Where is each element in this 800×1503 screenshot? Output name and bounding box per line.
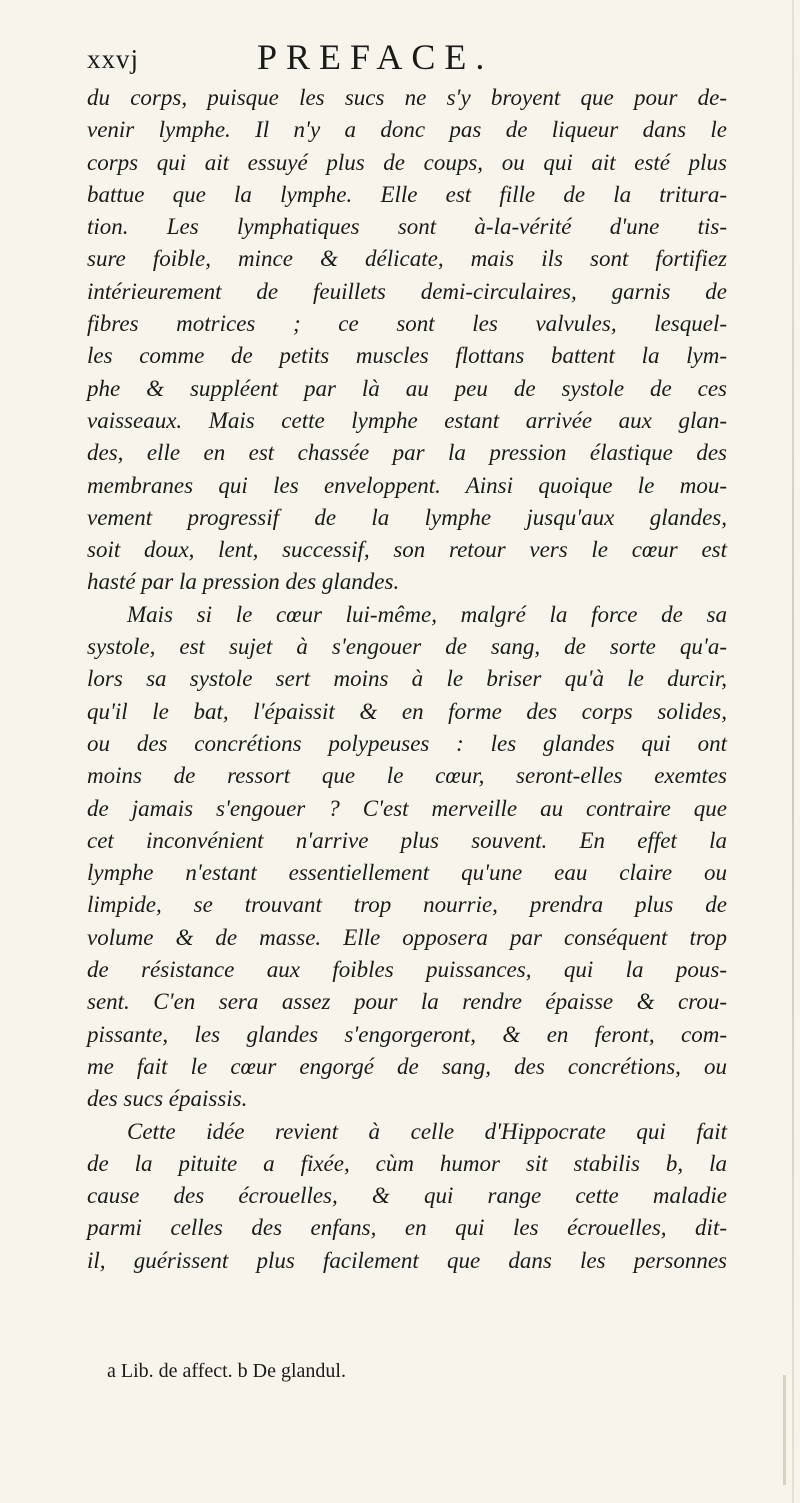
text-line: ou des concrétions polypeuses : les glandes qui ont xyxy=(87,730,727,756)
text-line: soit doux, lent, successif, son retour vers le cœur est xyxy=(87,537,727,563)
running-title: PREFACE. xyxy=(257,37,494,77)
text-line: vement progressif de la lymphe jusqu'aux glandes, xyxy=(87,504,727,530)
text-line: parmi celles des enfans, en qui les écrouelles, dit- xyxy=(87,1215,727,1241)
text-line: venir lymphe. Il n'y a donc pas de liqueur dans le xyxy=(87,117,727,143)
text-line: fibres motrices ; ce sont les valvules, lesquel- xyxy=(87,311,727,337)
text-line: systole, est sujet à s'engouer de sang, de sorte qu'a- xyxy=(87,634,727,660)
text-line: battue que la lymphe. Elle est fille de la tritura- xyxy=(87,181,727,207)
text-line: vaisseaux. Mais cette lymphe estant arrivée aux glan- xyxy=(87,407,727,433)
text-line: volume & de masse. Elle opposera par conséquent trop xyxy=(87,924,727,950)
body-text xyxy=(87,82,727,1277)
text-line: des, elle en est chassée par la pression élastique des xyxy=(87,440,727,466)
text-line: Cette idée revient à celle d'Hippocrate qui fait xyxy=(127,1118,727,1144)
text-line: qu'il le bat, l'épaissit & en forme des corps solides, xyxy=(87,698,727,724)
text-line: cet inconvénient n'arrive plus souvent. En effet la xyxy=(87,827,727,853)
text-line: membranes qui les enveloppent. Ainsi quoique le mou- xyxy=(87,472,727,498)
text-line: me fait le cœur engorgé de sang, des concrétions, ou xyxy=(87,1053,727,1079)
text-line: hasté par la pression des glandes. xyxy=(87,569,400,595)
text-line: lymphe n'estant essentiellement qu'une eau claire ou xyxy=(87,860,727,886)
text-line: de la pituite a fixée, cùm humor sit stabilis b, la xyxy=(87,1150,727,1176)
text-line: moins de ressort que le cœur, seront-elles exemtes xyxy=(87,763,727,789)
page-header xyxy=(87,36,707,82)
text-line: les comme de petits muscles flottans battent la lym- xyxy=(87,343,727,369)
text-line: intérieurement de feuillets demi-circulaires, garnis de xyxy=(87,278,727,304)
page-edge-mark xyxy=(783,1375,786,1485)
footnotes: a Lib. de affect. b De glandul. xyxy=(107,1360,346,1382)
text-line: sent. C'en sera assez pour la rendre épaisse & crou- xyxy=(87,989,727,1015)
text-line: du corps, puisque les sucs ne s'y broyent que pour de- xyxy=(87,85,727,110)
text-line: cause des écrouelles, & qui range cette maladie xyxy=(87,1183,727,1209)
text-line: il, guérissent plus facilement que dans les personnes xyxy=(87,1247,727,1273)
text-line: tion. Les lymphatiques sont à-la-vérité d'une tis- xyxy=(87,214,727,240)
page-edge xyxy=(792,0,794,1503)
text-line: de résistance aux foibles puissances, qui la pous- xyxy=(87,957,727,983)
text-line: de jamais s'engouer ? C'est merveille au contraire que xyxy=(87,795,727,821)
text-line: pissante, les glandes s'engorgeront, & en feront, com- xyxy=(87,1021,727,1047)
text-line: des sucs épaissis. xyxy=(87,1086,248,1112)
text-line: Mais si le cœur lui-même, malgré la force de sa xyxy=(127,601,727,627)
text-line: lors sa systole sert moins à le briser qu'à le durcir, xyxy=(87,666,727,692)
text-line: corps qui ait essuyé plus de coups, ou qui ait esté plus xyxy=(87,149,727,175)
page-number: xxvj xyxy=(87,44,140,74)
text-line: phe & suppléent par là au peu de systole de ces xyxy=(87,375,727,401)
text-line: limpide, se trouvant trop nourrie, prendra plus de xyxy=(87,892,727,918)
text-line: sure foible, mince & délicate, mais ils sont fortifiez xyxy=(87,246,727,272)
